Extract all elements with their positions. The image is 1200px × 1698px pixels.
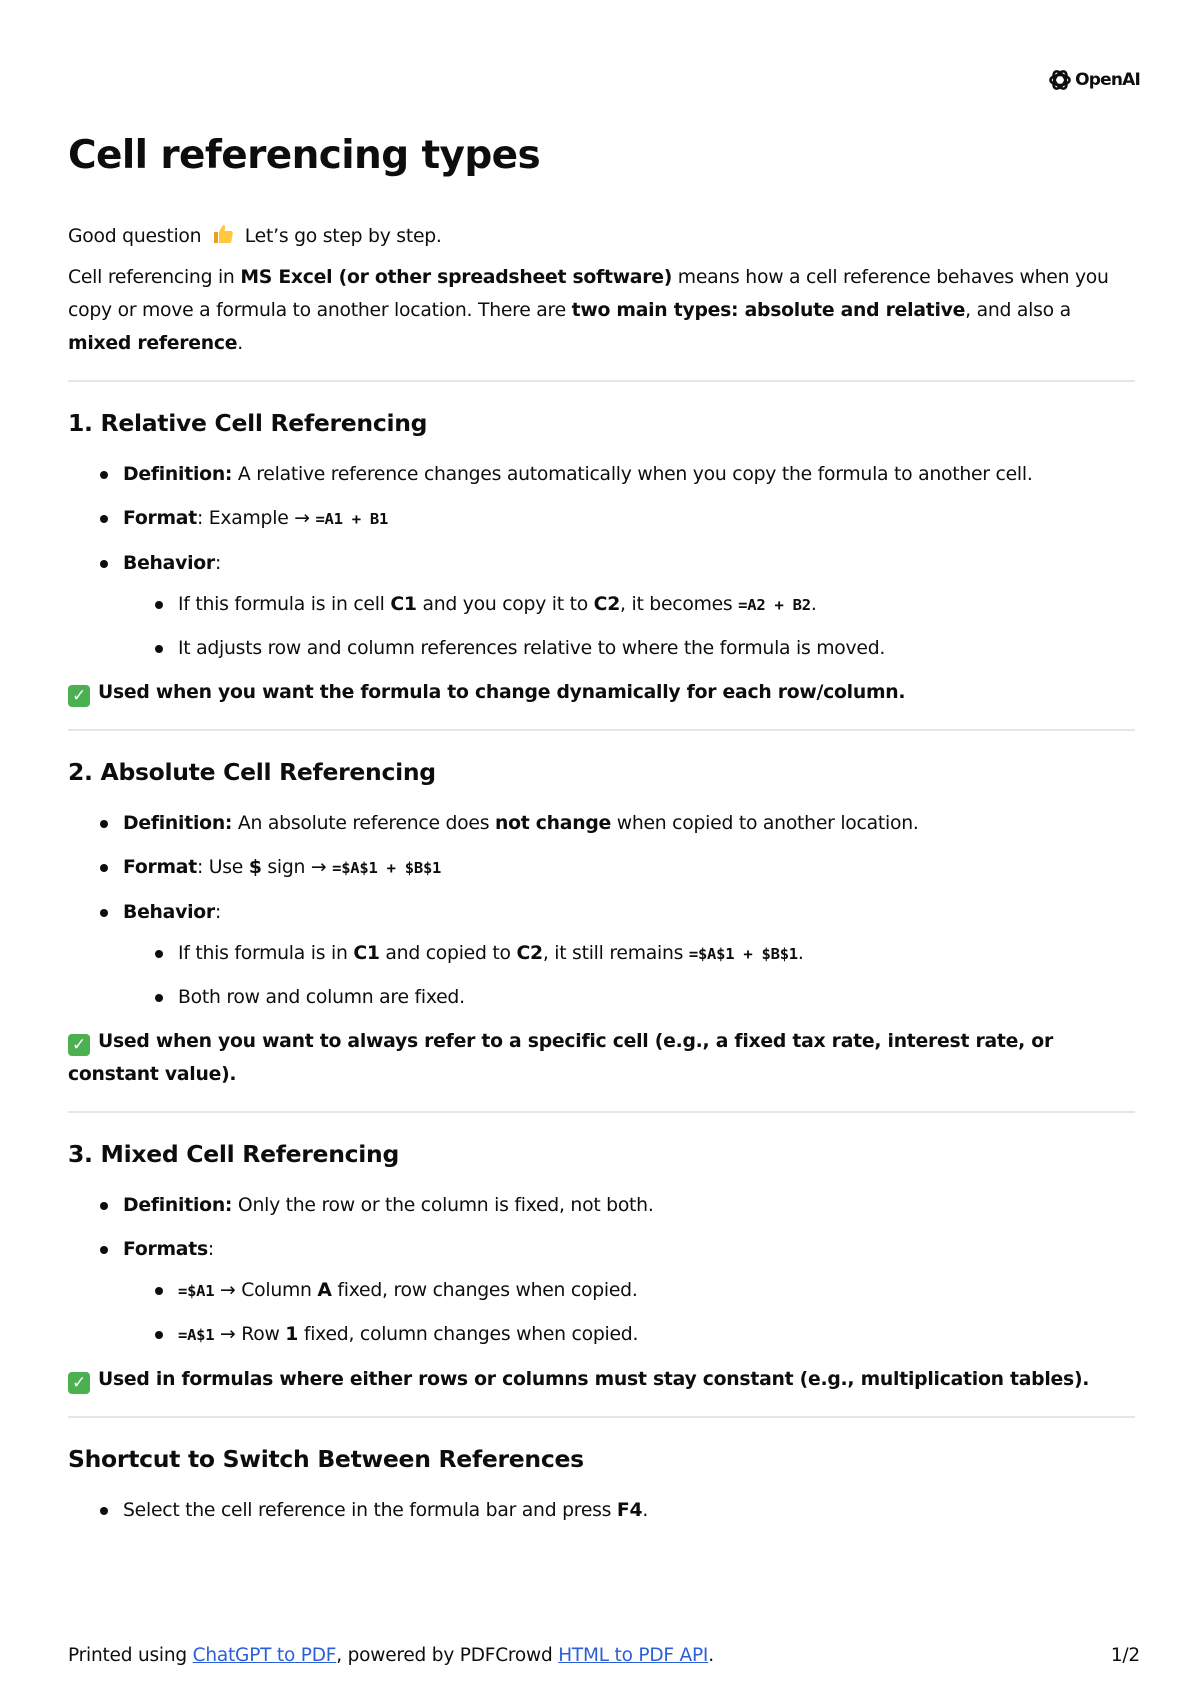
note-relative: ✓ Used when you want the formula to change dynamically for each row/column.	[68, 676, 1135, 709]
html-to-pdf-api-link[interactable]: HTML to PDF API	[558, 1645, 709, 1666]
thumbs-up-icon	[211, 222, 235, 246]
page-title: Cell referencing types	[68, 133, 541, 178]
sub-list-item: Both row and column are fixed.	[178, 981, 1135, 1014]
note-mixed: ✓ Used in formulas where either rows or columns must stay constant (e.g., multiplication tables).	[68, 1363, 1135, 1396]
footer-credit: Printed using ChatGPT to PDF, powered by PDFCrowd HTML to PDF API.	[68, 1645, 714, 1666]
list-item: Behavior: If this formula is in C1 and copied to C2, it still remains =$A$1 + $B$1. Both row and column are fixed.	[123, 896, 1135, 1014]
list-item: Format: Example → =A1 + B1	[123, 502, 1135, 536]
sub-list-item: If this formula is in cell C1 and you copy it to C2, it becomes =A2 + B2.	[178, 588, 1135, 622]
sub-list-item: It adjusts row and column references relative to where the formula is moved.	[178, 632, 1135, 665]
openai-logo	[1048, 68, 1140, 92]
list-item: Format: Use $ sign → =$A$1 + $B$1	[123, 851, 1135, 885]
mixed-sublist	[123, 1274, 1135, 1352]
check-mark-icon: ✓	[68, 1372, 90, 1394]
list-item: Formats: =$A1 → Column A fixed, row changes when copied. =A$1 → Row 1 fixed, column changes when copied.	[123, 1233, 1135, 1352]
note-absolute: ✓ Used when you want to always refer to a specific cell (e.g., a fixed tax rate, interest rate, or constant value).	[68, 1031, 1053, 1085]
check-mark-icon: ✓	[68, 1034, 90, 1056]
sub-list-item: =A$1 → Row 1 fixed, column changes when copied.	[178, 1318, 1135, 1352]
section-heading-shortcut: Shortcut to Switch Between References	[68, 1445, 584, 1473]
logo-text: OpenAI	[1075, 70, 1140, 90]
section-heading-mixed: 3. Mixed Cell Referencing	[68, 1140, 399, 1168]
divider	[68, 729, 1135, 731]
check-mark-icon: ✓	[68, 685, 90, 707]
shortcut-list	[68, 1494, 1135, 1527]
divider	[68, 1416, 1135, 1418]
absolute-list	[68, 807, 1135, 1014]
list-item: Behavior: If this formula is in cell C1 and you copy it to C2, it becomes =A2 + B2. It adjusts row and column references relative to where the formula is moved.	[123, 547, 1135, 665]
list-item: Definition: A relative reference changes automatically when you copy the formula to another cell.	[123, 458, 1135, 491]
relative-list	[68, 458, 1135, 665]
relative-sublist	[123, 588, 1135, 665]
intro-paragraph: Cell referencing in MS Excel (or other spreadsheet software) means how a cell reference behaves when you copy or move a formula to another location. There are two main types: absolute and relative, and also a mixed reference.	[68, 267, 1109, 354]
document-content	[68, 128, 1135, 1538]
absolute-sublist	[123, 937, 1135, 1014]
sub-list-item: =$A1 → Column A fixed, row changes when copied.	[178, 1274, 1135, 1308]
sub-list-item: If this formula is in C1 and copied to C2, it still remains =$A$1 + $B$1.	[178, 937, 1135, 971]
divider	[68, 1111, 1135, 1113]
page-number: 1/2	[1110, 1645, 1140, 1666]
list-item: Select the cell reference in the formula bar and press F4.	[123, 1494, 1135, 1527]
chatgpt-to-pdf-link[interactable]: ChatGPT to PDF	[192, 1645, 337, 1666]
section-heading-absolute: 2. Absolute Cell Referencing	[68, 758, 436, 786]
page-footer	[68, 1645, 1140, 1666]
openai-logo-icon	[1048, 68, 1072, 92]
intro-greeting: Good question Let’s go step by step.	[68, 220, 1135, 253]
list-item: Definition: An absolute reference does not change when copied to another location.	[123, 807, 1135, 840]
list-item: Definition: Only the row or the column is fixed, not both.	[123, 1189, 1135, 1222]
section-heading-relative: 1. Relative Cell Referencing	[68, 409, 428, 437]
mixed-list	[68, 1189, 1135, 1352]
divider	[68, 380, 1135, 382]
